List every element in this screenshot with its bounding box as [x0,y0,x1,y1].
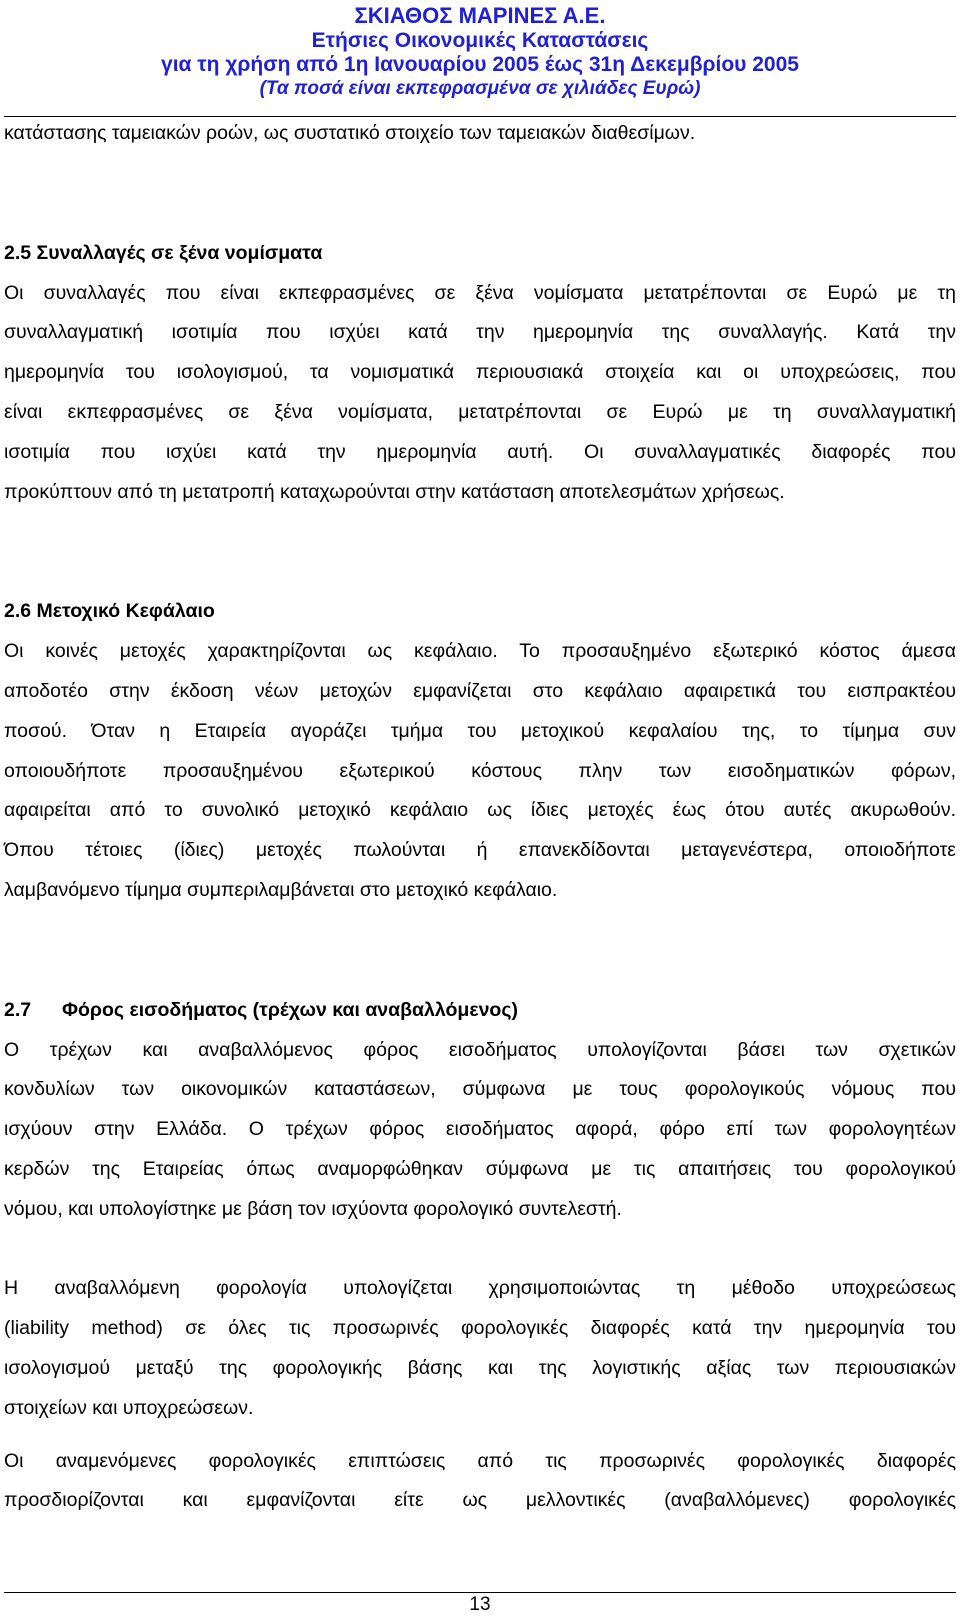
paragraph-spacer [4,1230,956,1270]
footer-divider [4,1592,956,1593]
text-line: Η αναβαλλόμενη φορολογία υπολογίζεται χρησιμοποιώντας τη μέθοδο υποχρεώσεως [4,1277,956,1300]
section-2-6-paragraph [4,632,956,911]
paragraph-spacer [4,154,956,234]
section-title: Μετοχικό Κεφάλαιο [36,600,215,623]
text-line: προκύπτουν από τη μετατροπή καταχωρούνται στην κατάσταση αποτελεσμάτων χρήσεως. [4,480,785,503]
section-2-7-paragraph-2 [4,1269,956,1428]
text-line: ισολογισμού μεταξύ της φορολογικής βάσης και της λογιστικής αξίας των περιουσιακών [4,1356,956,1379]
paragraph-spacer [4,911,956,991]
text-line: προσδιορίζονται και εμφανίζονται είτε ως μελλοντικές (αναβαλλόμενες) φορολογικές [4,1489,956,1512]
section-2-5-paragraph [4,274,956,513]
text-line: ημερομηνία του ισολογισμού, τα νομισματικά περιουσιακά στοιχεία και οι υποχρεώσεις, που [4,361,956,384]
page-header [0,4,960,100]
text-line: Ο τρέχων και αναβαλλόμενος φόρος εισοδήματος υπολογίζονται βάσει των σχετικών [4,1038,956,1061]
text-line: ισχύουν στην Ελλάδα. Ο τρέχων φόρος εισοδήματος αφορά, φόρο επί των φορολογητέων [4,1118,956,1141]
text-line: Οι κοινές μετοχές χαρακτηρίζονται ως κεφάλαιο. Το προσαυξημένο εξωτερικό κόστος άμεσα [4,640,956,663]
currency-note: (Τα ποσά είναι εκπεφρασμένα σε χιλιάδες Ευρώ) [259,77,701,99]
section-number: 2.7 [4,998,32,1021]
text-line: ισοτιμία που ισχύει κατά την ημερομηνία αυτή. Οι συναλλαγματικές διαφορές που [4,440,956,463]
section-title: Συναλλαγές σε ξένα νομίσματα [36,241,323,264]
text-line: κονδυλίων των οικονομικών καταστάσεων, σύμφωνα με τους φορολογικούς νόμους που [4,1078,956,1101]
paragraph-spacer [4,1429,956,1442]
text-line: στοιχείων και υποχρεώσεων. [4,1396,254,1419]
text-line: οποιουδήποτε προσαυξημένου εξωτερικού κόστους πλην των εισοδηματικών φόρων, [4,759,956,782]
section-number: 2.5 [4,241,32,264]
text-line: Οι συναλλαγές που είναι εκπεφρασμένες σε ξένα νομίσματα μετατρέπονται σε Ευρώ με τη [4,281,956,304]
company-name: ΣΚΙΑΘΟΣ ΜΑΡΙΝΕΣ Α.Ε. [354,3,606,28]
text-line: κατάστασης ταμειακών ροών, ως συστατικό στοιχείο των ταμειακών διαθεσίμων. [4,122,696,144]
section-heading-2-6 [4,592,956,632]
text-line: αποδοτέο στην έκδοση νέων μετοχών εμφανίζεται στο κεφάλαιο αφαιρετικά του εισπρακτέου [4,679,956,702]
page-number: 13 [469,1594,491,1615]
continuation-paragraph [4,114,956,154]
text-line: αφαιρείται από το συνολικό μετοχικό κεφάλαιο ως ίδιες μετοχές έως ότου αυτές ακυρωθούν. [4,799,956,822]
reporting-period: για τη χρήση από 1η Ιανουαρίου 2005 έως 31η Δεκεμβρίου 2005 [161,53,799,76]
section-heading-2-5 [4,234,956,274]
section-title: Φόρος εισοδήματος (τρέχων και αναβαλλόμενος) [62,998,518,1021]
section-number: 2.6 [4,600,32,623]
document-body [4,114,956,1521]
paragraph-spacer [4,512,956,592]
text-line: ποσού. Όταν η Εταιρεία αγοράζει τμήμα του μετοχικού κεφαλαίου της, το τίμημα συν [4,719,956,742]
text-line: Όπου τέτοιες (ίδιες) μετοχές πωλούνται ή επανεκδίδονται μεταγενέστερα, οποιοδήποτε [4,839,956,862]
text-line: (liability method) σε όλες τις προσωρινές φορολογικές διαφορές κατά την ημερομηνία του [4,1317,956,1340]
statements-title: Ετήσιες Οικονομικές Καταστάσεις [311,28,649,52]
text-line: είναι εκπεφρασμένες σε ξένα νομίσματα, μετατρέπονται σε Ευρώ με τη συναλλαγματική [4,400,956,423]
section-2-7-paragraph-3 [4,1442,956,1522]
text-line: κερδών της Εταιρείας όπως αναμορφώθηκαν σύμφωνα με τις απαιτήσεις του φορολογικού [4,1157,956,1180]
text-line: νόμου, και υπολογίστηκε με βάση τον ισχύοντα φορολογικό συντελεστή. [4,1197,622,1220]
section-heading-2-7 [4,991,956,1031]
section-2-7-paragraph-1 [4,1031,956,1230]
text-line: Οι αναμενόμενες φορολογικές επιπτώσεις από τις προσωρινές φορολογικές διαφορές [4,1449,956,1472]
text-line: λαμβανόμενο τίμημα συμπεριλαμβάνεται στο μετοχικό κεφάλαιο. [4,878,558,901]
text-line: συναλλαγματική ισοτιμία που ισχύει κατά την ημερομηνία της συναλλαγής. Κατά την [4,321,956,344]
